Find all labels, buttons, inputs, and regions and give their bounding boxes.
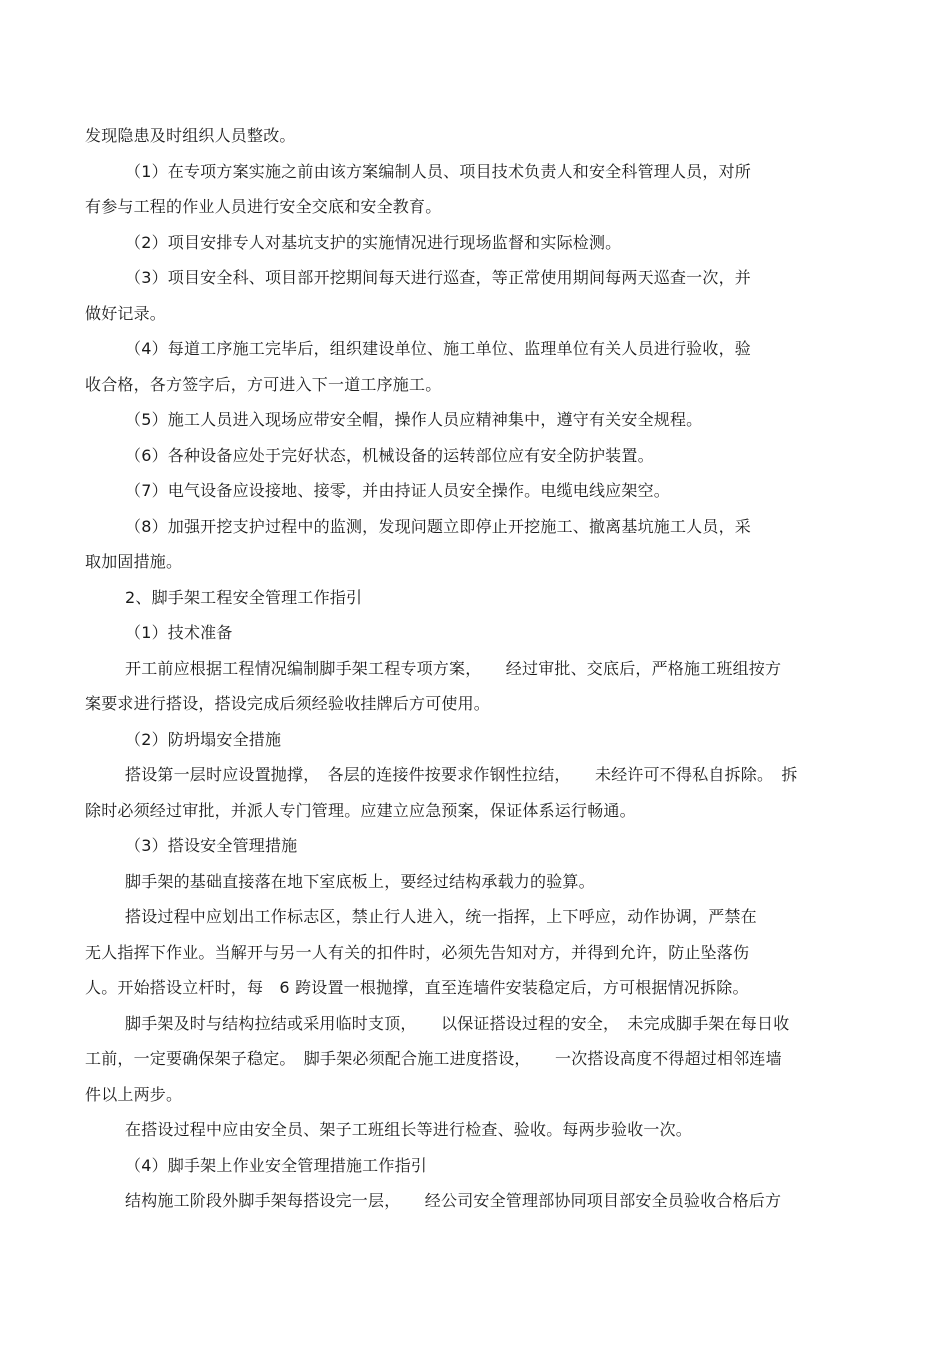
text-line: （6）各种设备应处于完好状态，机械设备的运转部位应有安全防护装置。 <box>125 446 654 465</box>
text-line: 工前，一定要确保架子稳定。 脚手架必须配合施工进度搭设， 一次搭设高度不得超过相邻连墙 <box>85 1049 782 1068</box>
text-line: （8）加强开挖支护过程中的监测，发现问题立即停止开挖施工、撤离基坑施工人员，采 <box>125 517 751 536</box>
text-line: 脚手架的基础直接落在地下室底板上，要经过结构承载力的验算。 <box>125 872 595 891</box>
text-line: 有参与工程的作业人员进行安全交底和安全教育。 <box>85 197 442 216</box>
text-line: 除时必须经过审批，并派人专门管理。应建立应急预案，保证体系运行畅通。 <box>85 801 636 820</box>
text-line: 发现隐患及时组织人员整改。 <box>85 126 296 145</box>
subsection-heading: （1）技术准备 <box>125 623 233 642</box>
text-line: （2）项目安排专人对基坑支护的实施情况进行现场监督和实际检测。 <box>125 233 622 252</box>
text-line: 结构施工阶段外脚手架每搭设完一层， 经公司安全管理部协同项目部安全员验收合格后方 <box>125 1191 782 1210</box>
text-line: 人。开始搭设立杆时，每 6 跨设置一根抛撑，直至连墙件安装稳定后，方可根据情况拆除。 <box>85 978 749 997</box>
text-line: 收合格，各方签字后，方可进入下一道工序施工。 <box>85 375 442 394</box>
text-line: （3）项目安全科、项目部开挖期间每天进行巡查，等正常使用期间每两天巡查一次，并 <box>125 268 751 287</box>
subsection-heading: （4）脚手架上作业安全管理措施工作指引 <box>125 1156 427 1175</box>
text-line: （5）施工人员进入现场应带安全帽，操作人员应精神集中，遵守有关安全规程。 <box>125 410 703 429</box>
text-line: 件以上两步。 <box>85 1085 183 1104</box>
text-line: 无人指挥下作业。当解开与另一人有关的扣件时，必须先告知对方，并得到允许，防止坠落伤 <box>85 943 750 962</box>
text-line: （4）每道工序施工完毕后，组织建设单位、施工单位、监理单位有关人员进行验收，验 <box>125 339 751 358</box>
text-line: 在搭设过程中应由安全员、架子工班组长等进行检查、验收。每两步验收一次。 <box>125 1120 693 1139</box>
text-line: （1）在专项方案实施之前由该方案编制人员、项目技术负责人和安全科管理人员，对所 <box>125 162 751 181</box>
text-line: 搭设第一层时应设置抛撑， 各层的连接件按要求作钢性拉结， 未经许可不得私自拆除。 拆 <box>125 765 798 784</box>
text-line: 做好记录。 <box>85 304 167 323</box>
subsection-heading: （2）防坍塌安全措施 <box>125 730 282 749</box>
subsection-heading: （3）搭设安全管理措施 <box>125 836 298 855</box>
text-line: 开工前应根据工程情况编制脚手架工程专项方案， 经过审批、交底后，严格施工班组按方 <box>125 659 782 678</box>
text-line: （7）电气设备应设接地、接零，并由持证人员安全操作。电缆电线应架空。 <box>125 481 670 500</box>
text-line: 搭设过程中应划出工作标志区，禁止行人进入，统一指挥，上下呼应，动作协调，严禁在 <box>125 907 757 926</box>
text-line: 案要求进行搭设，搭设完成后须经验收挂牌后方可使用。 <box>85 694 491 713</box>
text-line: 取加固措施。 <box>85 552 183 571</box>
section-heading: 2、脚手架工程安全管理工作指引 <box>125 588 363 607</box>
text-line: 脚手架及时与结构拉结或采用临时支顶， 以保证搭设过程的安全， 未完成脚手架在每日收 <box>125 1014 790 1033</box>
